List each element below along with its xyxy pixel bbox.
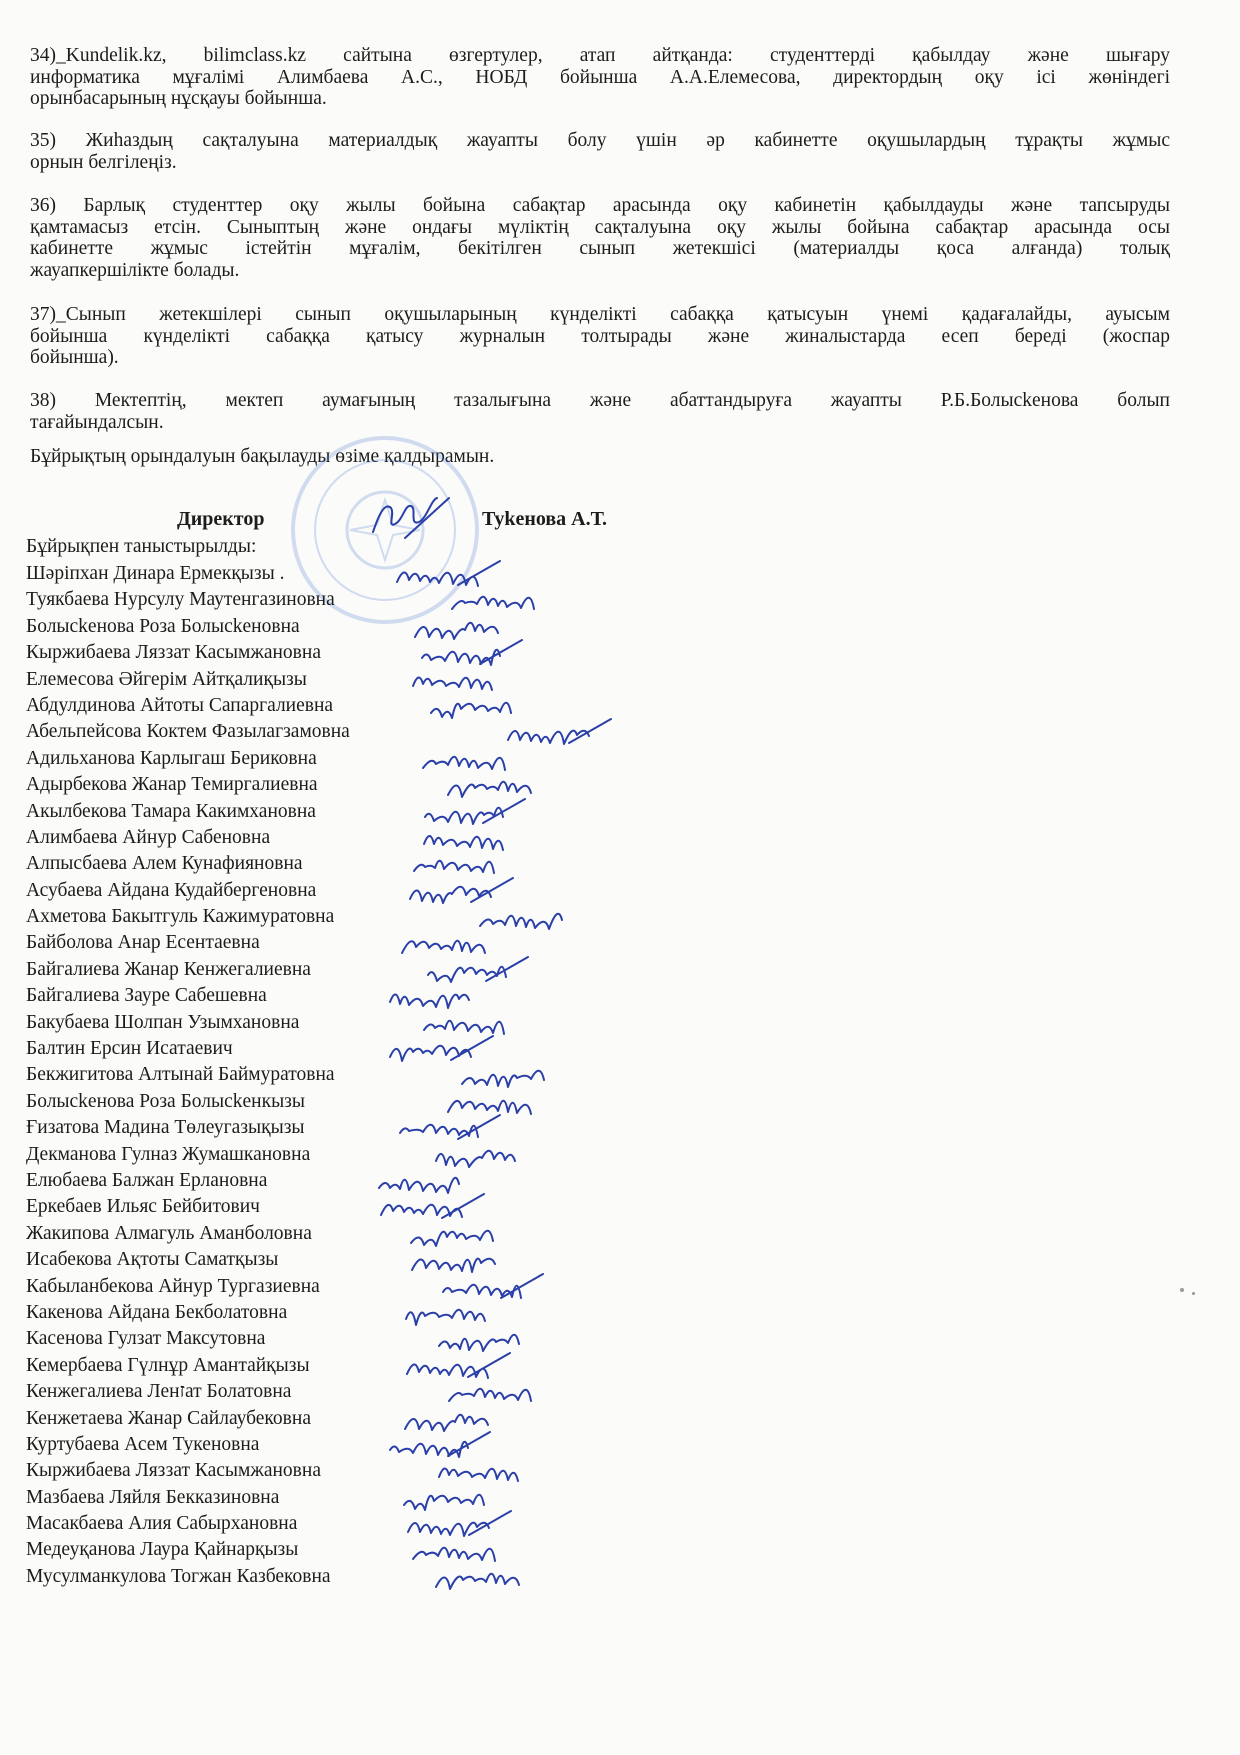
staff-name: Кабыланбекова Айнур Тургазиевна <box>26 1275 320 1297</box>
handwritten-signature <box>432 1558 542 1598</box>
order-paragraph <box>30 390 1170 433</box>
order-paragraph <box>30 304 1170 369</box>
paragraph-line: қамтамасыз етсін. Сыныптың және ондағы мүліктің сақталуына оқу жылы бойына сабақтар арасында осы <box>30 216 1170 238</box>
staff-name: Адырбекова Жанар Темиргалиевна <box>26 774 318 796</box>
staff-name: Мусулманкулова Тогжан Казбековна <box>26 1565 331 1587</box>
staff-name: Бекжигитова Алтынай Баймуратовна <box>26 1064 335 1086</box>
director-title: Директор <box>177 508 265 530</box>
staff-name: Кыржибаева Ляззат Касымжановна <box>26 642 321 664</box>
staff-name: Касенова Гулзат Максутовна <box>26 1328 266 1350</box>
paragraph-line: 35) Жиһаздың сақталуына материалдық жауапты болу үшін әр кабинетте оқушылардың тұрақты жұмыс <box>30 130 1170 151</box>
staff-name: Жакипова Алмагуль Аманболовна <box>26 1222 312 1244</box>
staff-name: Акылбекова Тамара Какимхановна <box>26 800 316 822</box>
staff-name: Какенова Айдана Бекболатовна <box>26 1301 288 1323</box>
staff-name: Мазбаева Ляйля Бекказиновна <box>26 1486 280 1508</box>
staff-name: Елюбаева Балжан Ерлановна <box>26 1169 268 1191</box>
paragraph-line: бойынша күнделікті сабаққа қатысу журналын толтырады және жиналыстарда есеп береді (жоспар <box>30 325 1170 347</box>
staff-name: Масакбаева Алия Сабырхановна <box>26 1513 298 1535</box>
paragraph-line: орнын белгілеңіз. <box>30 151 177 173</box>
paragraph-line: тағайындалсын. <box>30 411 164 433</box>
staff-name: Байгалиева Зауре Сабешевна <box>26 985 267 1007</box>
list-item <box>26 693 926 719</box>
staff-name: Кыржибаева Ляззат Касымжановна <box>26 1460 321 1482</box>
staff-name: Кемербаева Гүлнұр Амантайқызы <box>26 1354 310 1376</box>
staff-name: Туякбаева Нурсулу Маутенгазиновна <box>26 589 335 611</box>
director-signature-row <box>0 508 1240 538</box>
staff-name: Асубаева Айдана Кудайбергеновна <box>26 879 317 901</box>
order-paragraph <box>30 130 1170 173</box>
paragraph-line: 38) Мектептің, мектеп аумағының тазалығына және абаттандыруға жауапты Р.Б.Болысkенова болып <box>30 390 1170 411</box>
staff-name: Байгалиева Жанар Кенжегалиевна <box>26 958 311 980</box>
staff-list <box>26 561 926 1590</box>
staff-name: Бакубаева Шолпан Узымхановна <box>26 1011 300 1033</box>
staff-name: Балтин Ерсин Исатаевич <box>26 1038 233 1060</box>
staff-name: Елемесова Әйгерім Айтқалиқызы <box>26 668 307 690</box>
staff-name: Абельпейсова Коктем Фазылагзамовна <box>26 721 350 743</box>
staff-name: Куртубаева Асем Тукеновна <box>26 1433 260 1455</box>
director-name: Туkенова А.Т. <box>482 508 607 530</box>
paragraph-line: 34)_Kundelik.kz, bilimclass.kz сайтына өзгертулер, атап айтқанда: студенттерді қабылдау және шығару <box>30 45 1170 66</box>
paragraph-line: 36) Барлық студенттер оқу жылы бойына сабақтар арасында оқу кабинетін қабылдауды және тапсыруды <box>30 195 1170 216</box>
acknowledgement-label: Бұйрықпен таныстырылды: <box>26 536 257 557</box>
staff-name: Кенжетаева Жанар Сайлаубековна <box>26 1407 311 1429</box>
staff-name: Декманова Гулназ Жумашкановна <box>26 1143 311 1165</box>
staff-name: Болысkенова Роза Болысkеновна <box>26 615 300 637</box>
order-paragraph <box>30 446 1170 468</box>
staff-name: Исабекова Ақтоты Саматқызы <box>26 1249 279 1271</box>
paragraph-line: бойынша). <box>30 347 119 368</box>
staff-name: Еркебаев Ильяс Бейбитович <box>26 1196 260 1218</box>
staff-name: Алимбаева Айнур Сабеновна <box>26 826 271 848</box>
staff-name: Алпысбаева Алем Кунафияновна <box>26 853 303 875</box>
staff-name: Кенжегалиева Ленזат Болатовна <box>26 1381 292 1403</box>
paragraph-line: кабинетте жұмыс істейтін мұғалім, бекітілген сынып жетекшісі (материалды қоса алғанда) толық <box>30 238 1170 259</box>
staff-name: Ахметова Бакытгуль Кажимуратовна <box>26 906 335 928</box>
staff-name: Шәріпхан Динара Ермекқызы . <box>26 563 285 584</box>
paragraph-line: жауапкершілікте болады. <box>30 259 240 281</box>
paragraph-line: информатика мұғалімі Алимбаева А.С., НОБД бойынша А.А.Елемесова, директордың оқу ісі жөніндегі <box>30 66 1170 88</box>
staff-name: Медеуқанова Лаура Қайнарқызы <box>26 1539 299 1561</box>
order-paragraph <box>30 195 1170 281</box>
paragraph-line: Бұйрықтың орындалуын бақылауды өзіме қалдырамын. <box>30 446 495 467</box>
director-signature <box>365 494 455 544</box>
scan-speck <box>1192 1292 1195 1295</box>
list-item <box>26 1564 926 1590</box>
paragraph-line: 37)_Сынып жетекшілері сынып оқушыларының күнделікті сабаққа қатысуын үнемі қадағалайды, ауысым <box>30 304 1170 325</box>
staff-name: Байболова Анар Есентаевна <box>26 932 260 954</box>
staff-name: Болысkенова Роза Болысkенкызы <box>26 1090 305 1112</box>
staff-name: Абдулдинова Айтоты Сапаргалиевна <box>26 694 334 716</box>
order-paragraph <box>30 45 1170 110</box>
staff-name: Адильханова Карлыгаш Бериковна <box>26 747 317 769</box>
scan-speck <box>1180 1288 1184 1292</box>
staff-name: Ғизатова Мадина Төлеугазықызы <box>26 1117 305 1139</box>
paragraph-line: орынбасарының нұсқауы бойынша. <box>30 88 327 109</box>
